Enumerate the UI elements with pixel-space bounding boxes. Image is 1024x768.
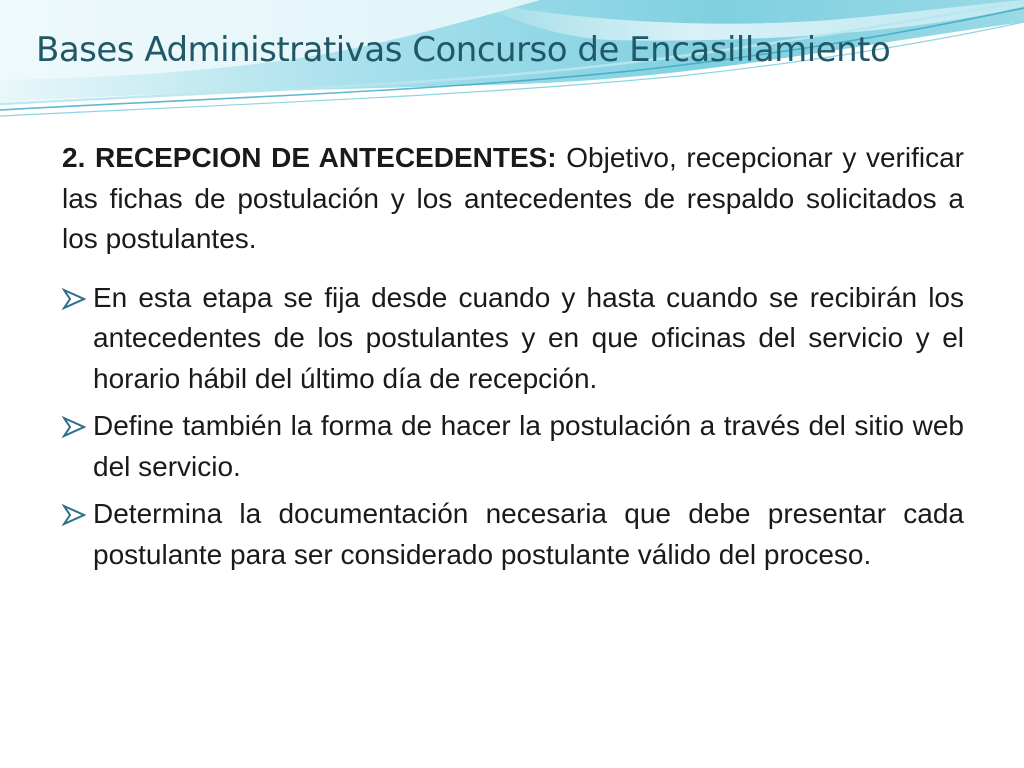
list-item <box>62 494 964 575</box>
list-item <box>62 278 964 400</box>
intro-text: Objetivo, recepcionar y verificar las fichas de postulación y los antecedentes de respaldo solicitados a los postulantes. <box>62 142 965 254</box>
arrow-bullet-icon <box>62 416 86 438</box>
arrow-bullet-icon <box>62 504 86 526</box>
bullet-text: Define también la forma de hacer la postulación a través del sitio web del servicio. <box>93 410 964 482</box>
bullet-text: En esta etapa se fija desde cuando y hasta cuando se recibirán los antecedentes de los postulantes y en que oficinas del servicio y el horario hábil del último día de recepción. <box>93 281 964 394</box>
slide-title: Bases Administrativas Concurso de Encasillamiento <box>36 30 891 70</box>
intro-heading: 2. RECEPCION DE ANTECEDENTES: <box>62 142 557 173</box>
list-item <box>62 406 964 487</box>
bullet-text: Determina la documentación necesaria que debe presentar cada postulante para ser considerado postulante válido del proceso. <box>93 498 964 570</box>
arrow-bullet-icon <box>62 288 86 310</box>
bullet-list <box>62 278 964 576</box>
slide-content <box>62 138 964 582</box>
intro-paragraph <box>62 138 964 260</box>
